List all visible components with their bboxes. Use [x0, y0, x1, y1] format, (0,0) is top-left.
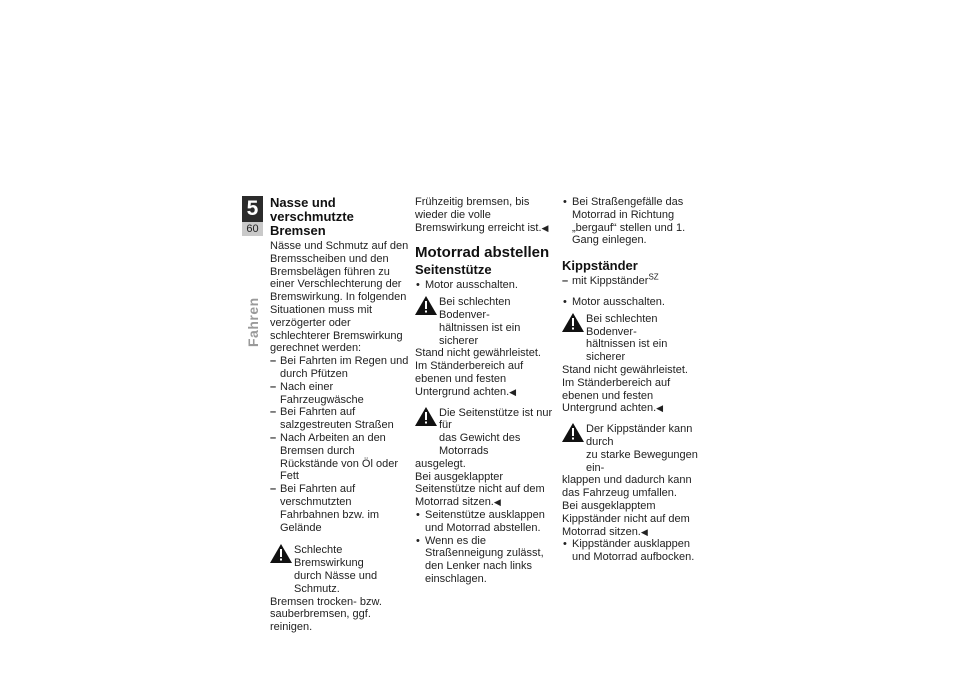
list-item: • Motor ausschalten. — [415, 279, 555, 292]
continued-text: Frühzeitig bremsen, bis wieder die volle Bremswirkung erreicht ist.◀ — [415, 196, 549, 234]
warning-text: Bei ausgeklapptem Kippständer nicht auf dem Motorrad sitzen.◀ — [562, 499, 690, 538]
warning-text: ausgelegt. — [415, 457, 466, 470]
heading-side-stand: Seitenstütze — [415, 262, 492, 278]
warning-triangle-icon — [270, 544, 292, 563]
warning-line: durch Nässe und Schmutz. — [294, 569, 378, 595]
warning-triangle-icon — [562, 423, 584, 442]
warning-triangle-icon — [415, 296, 437, 315]
list-item: • Wenn es die Straßenneigung zulässt, den Lenker nach links einschlagen. — [415, 535, 555, 586]
list-item: – Nach Arbeiten an den Bremsen durch Rückstände von Öl oder Fett — [270, 432, 410, 483]
list-item: • Kippständer ausklappen und Motorrad aufbocken. — [562, 538, 702, 564]
warning-block — [415, 296, 555, 398]
list-item: • Seitenstütze ausklappen und Motorrad abstellen. — [415, 509, 555, 535]
column-2 — [415, 196, 555, 586]
warning-line: Die Seitenstütze ist nur für — [439, 406, 553, 432]
list-item: • Bei Straßengefälle das Motorrad in Richtung „bergauf“ stellen und 1. Gang einlegen. — [562, 196, 702, 247]
chapter-tab — [242, 196, 263, 236]
list-item: – Nach einer Fahrzeugwäsche — [270, 381, 410, 407]
warning-triangle-icon — [415, 407, 437, 426]
section-label: Fahren — [245, 297, 261, 347]
chapter-number: 5 — [242, 196, 263, 222]
situation-list — [270, 355, 410, 534]
end-mark: ◀ — [493, 497, 501, 508]
end-mark: ◀ — [656, 403, 664, 414]
end-mark: ◀ — [541, 222, 549, 233]
list-item: – Bei Fahrten im Regen und durch Pfützen — [270, 355, 410, 381]
warning-text: Bei ausgeklappter Seitenstütze nicht auf dem Motorrad sitzen.◀ — [415, 470, 545, 509]
warning-line: Bei schlechten Bodenver- — [586, 312, 658, 338]
page-number: 60 — [242, 222, 263, 236]
intro-text: Nässe und Schmutz auf den Bremsscheiben und den Bremsbelägen führen zu einer Verschlechterung der Bremswirkung. In folgenden Situationen muss mit verzögerter oder schlechterer Bremswirkung gerechnet werden: — [270, 240, 409, 355]
end-mark: ◀ — [509, 386, 517, 397]
heading-park-motorcycle: Motorrad abstellen — [415, 244, 550, 262]
list-item: – Bei Fahrten auf verschmutzten Fahrbahnen bzw. im Gelände — [270, 483, 410, 534]
warning-text: klappen und dadurch kann das Fahrzeug umfallen. — [562, 474, 692, 500]
warning-text: Im Ständerbereich auf ebenen und festen Untergrund achten.◀ — [415, 360, 524, 398]
warning-line: hältnissen ist ein sicherer — [586, 338, 668, 364]
warning-line: Der Kippständer kann durch — [586, 423, 693, 448]
warning-block — [415, 407, 555, 509]
warning-text: Bremsen trocken- bzw. sauberbremsen, ggf. reinigen. — [270, 595, 382, 634]
warning-text: Im Ständerbereich auf ebenen und festen Untergrund achten.◀ — [562, 376, 671, 415]
option-item: – mit Kippständer$^{SZ}$ — [562, 275, 702, 288]
column-1 — [270, 196, 410, 634]
list-item: – Bei Fahrten auf salzgestreuten Straßen — [270, 406, 410, 432]
warning-text: Stand nicht gewährleistet. — [415, 347, 541, 360]
warning-line: das Gewicht des Motorrads — [439, 432, 521, 457]
heading-center-stand: Kippständer — [562, 258, 638, 274]
warning-block — [562, 423, 702, 538]
column-3 — [562, 196, 702, 564]
warning-text: Stand nicht gewährleistet. — [562, 363, 688, 376]
end-mark: ◀ — [640, 526, 648, 537]
warning-line: zu starke Bewegungen ein- — [586, 448, 698, 474]
warning-line: Schlechte Bremswirkung — [294, 544, 364, 570]
warning-block — [270, 544, 410, 634]
warning-block — [562, 313, 702, 415]
warning-line: Bei schlechten Bodenver- — [439, 296, 511, 321]
heading-wet-brakes: Nasse und verschmutzte Bremsen — [270, 195, 354, 238]
option-code: SZ — [648, 272, 659, 282]
warning-line: hältnissen ist ein sicherer — [439, 321, 521, 347]
warning-triangle-icon — [562, 313, 584, 332]
list-item: • Motor ausschalten. — [562, 296, 702, 309]
